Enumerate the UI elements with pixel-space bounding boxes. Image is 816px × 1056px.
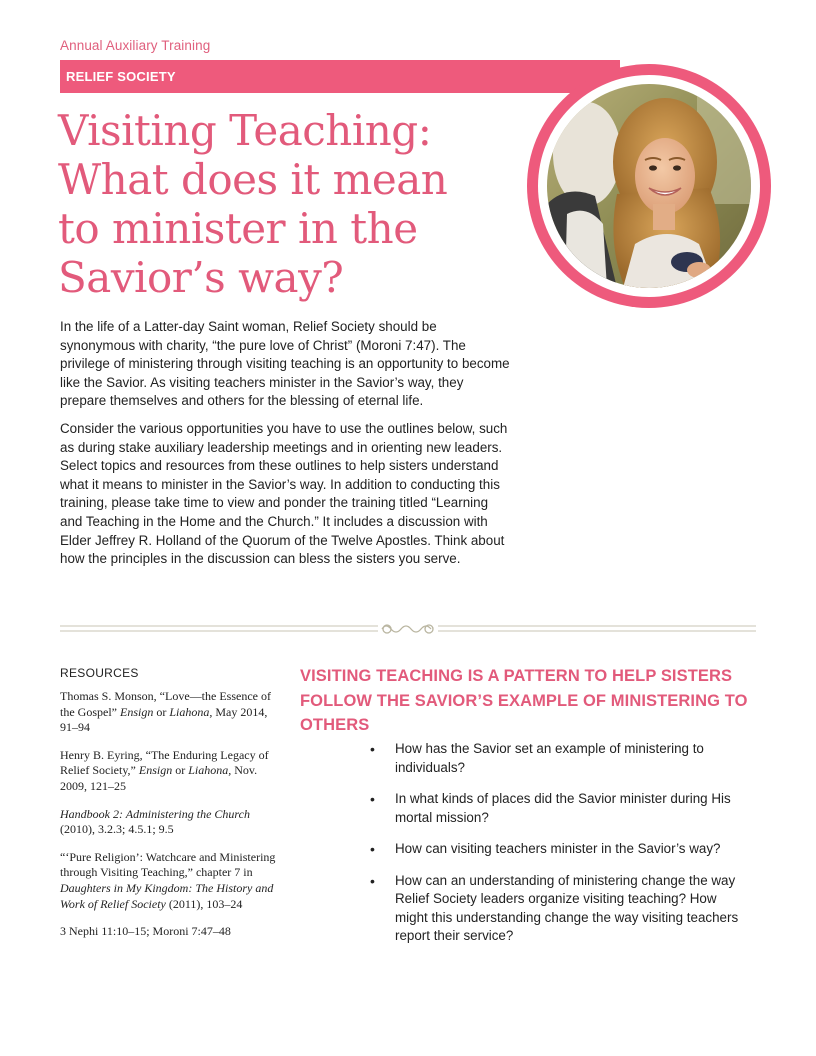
page-title — [58, 106, 518, 302]
resource-item — [60, 807, 280, 838]
resources-heading: RESOURCES — [60, 666, 139, 680]
discussion-questions — [366, 740, 746, 959]
question-text: How can visiting teachers minister in the Savior’s way? — [395, 841, 721, 856]
resource-item — [60, 748, 280, 795]
resource-text: (2010), 3.2.3; 4.5.1; 9.5 — [60, 822, 174, 837]
resource-title-italic: Daughters in My Kingdom: The History and Work of Relief Society — [60, 880, 274, 911]
resources-list — [60, 689, 280, 940]
title-line: to minister in the — [58, 204, 418, 253]
resource-text: Thomas S. Monson, “Love—the Essence of the Gospel” — [60, 689, 271, 719]
resource-item — [60, 924, 280, 940]
section-band — [60, 60, 620, 93]
resource-text: (2011), 103–24 — [165, 896, 243, 911]
resource-title-italic: Liahona, — [188, 763, 232, 778]
kicker-text: Annual Auxiliary Training — [60, 38, 211, 53]
bullet-icon: • — [370, 872, 375, 889]
resource-item — [60, 689, 280, 736]
bullet-icon: • — [370, 741, 375, 757]
resource-title-italic: Handbook 2: Administering the Church — [60, 806, 250, 821]
question-item — [366, 740, 746, 777]
question-item — [366, 872, 746, 946]
resource-text: or — [172, 763, 189, 778]
question-text: How has the Savior set an example of ministering to individuals? — [395, 741, 704, 775]
resource-item — [60, 850, 280, 912]
title-line: Savior’s way? — [58, 253, 344, 302]
portrait-frame — [527, 64, 771, 308]
portrait-ring — [538, 75, 760, 297]
bullet-icon: • — [370, 791, 375, 807]
question-item — [366, 790, 746, 827]
resource-text: Nov. 2009, 121–25 — [60, 763, 258, 793]
ornamental-divider — [60, 622, 756, 636]
question-item — [366, 840, 746, 859]
resource-text: “‘Pure Religion’: Watchcare and Ministering through Visiting Teaching,” chapter 7 in — [60, 849, 276, 880]
intro-paragraph: In the life of a Latter-day Saint woman, Relief Society should be synonymous with charity, “the pure love of Christ” (Moroni 7:47). The privilege of ministering through visiting teaching is an opportunity to become like the Savior. As visiting teachers minister in the Savior’s way, they prepare themselves and others for the blessing of eternal life. — [60, 319, 510, 409]
intro-text — [60, 318, 510, 578]
section-heading: VISITING TEACHING IS A PATTERN TO HELP SISTERS FOLLOW THE SAVIOR’S EXAMPLE OF MINISTERING TO OTHERS — [300, 667, 748, 734]
resources-sidebar — [60, 666, 280, 952]
resource-text: 3 Nephi 11:10–15; Moroni 7:47–48 — [60, 924, 231, 939]
smiling-woman-photo — [547, 84, 751, 288]
resource-text: or — [153, 704, 170, 719]
resource-title-italic: Ensign — [138, 763, 173, 778]
bullet-icon: • — [370, 841, 375, 857]
resource-title-italic: Liahona, — [169, 704, 213, 719]
band-label: RELIEF SOCIETY — [66, 69, 176, 84]
resource-text: Henry B. Eyring, “The Enduring Legacy of Relief Society,” — [60, 747, 269, 778]
resource-title-italic: Ensign — [119, 704, 154, 719]
question-text: In what kinds of places did the Savior minister during His mortal mission? — [395, 791, 731, 825]
question-text: How can an understanding of ministering change the way Relief Society leaders organize visiting teaching? How might this understanding change the way visiting teachers report their service? — [395, 872, 739, 943]
scroll-flourish-icon — [382, 625, 433, 633]
title-line: Visiting Teaching: — [58, 106, 432, 155]
resource-text: May 2014, 91–94 — [60, 704, 268, 735]
title-line: What does it mean — [58, 155, 448, 204]
intro-paragraph: Consider the various opportunities you have to use the outlines below, such as during stake auxiliary leadership meetings and in orienting new leaders. Select topics and resources from these outlines to help sisters understand what it means to minister in the Savior’s way. In addition to conducting this training, please take time to view and ponder the training titled “Learning and Teaching in the Home and the Church.” It includes a discussion with Elder Jeffrey R. Holland of the Quorum of the Twelve Apostles. Think about how the principles in the discussion can bless the sisters you serve. — [60, 420, 508, 567]
